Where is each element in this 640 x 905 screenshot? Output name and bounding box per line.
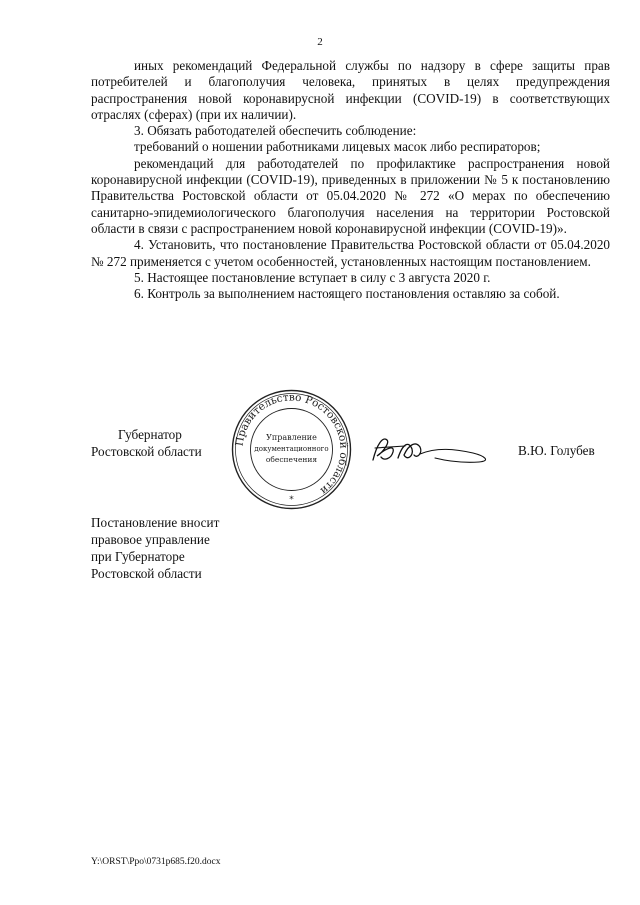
handwritten-signature — [365, 430, 500, 470]
stamp-inner-line3: обеспечения — [265, 455, 318, 464]
note-line1: Постановление вносит — [91, 515, 220, 530]
file-path-footer: Y:\ORST\Ppo\0731p685.f20.docx — [91, 857, 221, 867]
note-line4: Ростовской области — [91, 566, 202, 581]
paragraph-item-6: 6. Контроль за выполнением настоящего постановления оставляю за собой. — [134, 286, 560, 302]
stamp-inner-line1: Управление — [266, 433, 317, 442]
page-number: 2 — [317, 36, 323, 48]
document-body — [91, 58, 610, 302]
governor-title-line1: Губернатор — [118, 427, 182, 442]
governor-title-line2: Ростовской области — [91, 444, 202, 459]
paragraph-recommendations: иных рекомендаций Федеральной службы по надзору в сфере защиты прав потребителей и благополучия человека, принятых в целях предупреждения распространения новой коронавирусной инфекции (COVID-19) в соответствующих отраслях (сферах) (при их наличии). — [91, 58, 610, 122]
paragraph-item-3: 3. Обязать работодателей обеспечить соблюдение: — [134, 123, 417, 139]
stamp-star: * — [289, 495, 294, 505]
governor-name: В.Ю. Голубев — [518, 443, 595, 458]
paragraph-item-4: 4. Установить, что постановление Правительства Ростовской области от 05.04.2020 № 272 применяется с учетом особенностей, установленных настоящим постановлением. — [91, 237, 610, 269]
paragraph-masks: требований о ношении работниками лицевых масок либо респираторов; — [134, 139, 541, 155]
note-line3: при Губернаторе — [91, 549, 185, 564]
stamp-outer-text: Правительство Ростовской области — [233, 391, 350, 497]
paragraph-item-5: 5. Настоящее постановление вступает в силу с 3 августа 2020 г. — [134, 269, 491, 285]
note-line2: правовое управление — [91, 532, 210, 547]
paragraph-employer-recommendations: рекомендаций для работодателей по профилактике распространения новой коронавирусной инфекции (COVID-19), приведенных в приложении № 5 к постановлению Правительства Ростовской области от 05.04.2020 № 272 «О мерах по обеспечению санитарно-эпидемиологического благополучия населения на территории Ростовской области в связи с распространением новой коронавирусной инфекции (COVID-19)». — [91, 155, 610, 236]
stamp-inner-line2: документационного — [254, 445, 329, 453]
governor-title — [91, 426, 241, 460]
submission-note — [91, 514, 219, 582]
official-stamp — [230, 388, 353, 511]
